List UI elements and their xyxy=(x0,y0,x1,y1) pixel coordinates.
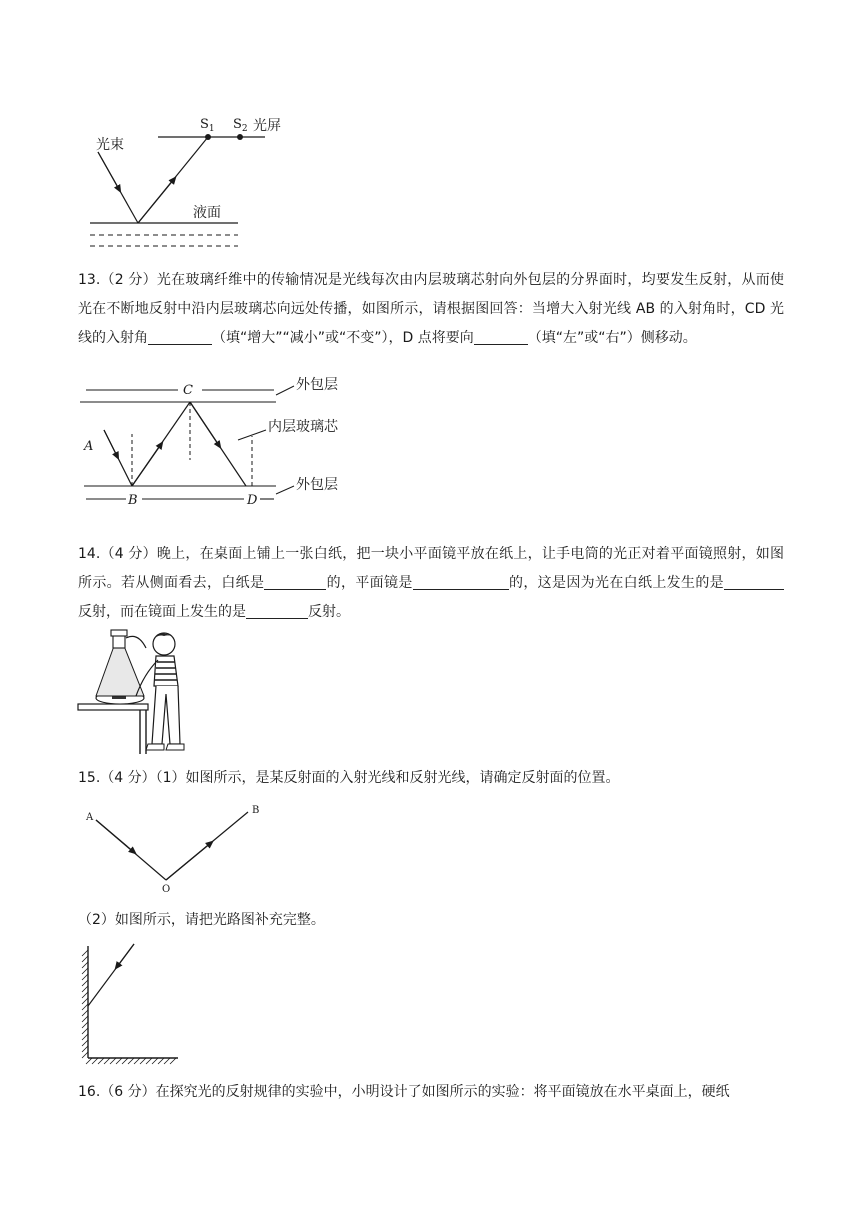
label-s2: S xyxy=(233,117,242,132)
figure-corner-mirror xyxy=(80,942,190,1066)
q13-number: 13. xyxy=(78,272,101,288)
q16-score: （6 分） xyxy=(100,1084,156,1100)
q14-blank-1[interactable] xyxy=(264,573,326,590)
q14-text-c: 的，这是因为光在白纸上发生的是 xyxy=(508,575,725,591)
figure-flashlight-mirror xyxy=(78,624,188,756)
q15-part2-text: （2）如图所示，请把光路图补充完整。 xyxy=(78,912,325,928)
label-screen: 光屏 xyxy=(253,118,281,134)
question-13 xyxy=(78,266,784,353)
svg-text:S2 xyxy=(233,117,248,134)
label-liquid: 液面 xyxy=(193,205,221,221)
q14-text-e: 反射。 xyxy=(308,604,350,620)
q16-number: 16. xyxy=(78,1084,101,1100)
q14-number: 14. xyxy=(78,546,101,562)
figure-liquid-level xyxy=(80,112,310,252)
label-beam: 光束 xyxy=(96,137,124,153)
label-d: D xyxy=(247,493,258,508)
q13-text-c: （填“左”或“右”）侧移动。 xyxy=(527,330,697,346)
q13-text-b: （填“增大”“减小”或“不变”），D 点将要向 xyxy=(212,330,474,346)
point-s2 xyxy=(237,134,243,140)
q15-part1-text: （1）如图所示，是某反射面的入射光线和反射光线，请确定反射面的位置。 xyxy=(155,770,620,786)
q15-score: （4 分） xyxy=(100,770,156,786)
q14-blank-4[interactable] xyxy=(246,602,308,619)
q14-score: （4 分） xyxy=(100,546,157,562)
q14-text-a: 晚上，在桌面上铺上一张白纸，把一块小平面镜平放在纸上，让手电筒的光正对着平面镜照射，如图所示。若从侧面看去，白纸是 xyxy=(78,546,785,591)
label-s1: S xyxy=(200,117,209,132)
svg-text:S1 xyxy=(200,117,215,134)
q16-text: 在探究光的反射规律的实验中，小明设计了如图所示的实验：将平面镜放在水平桌面上，硬纸 xyxy=(155,1084,730,1100)
figure-optical-fiber xyxy=(80,372,360,512)
label-a: A xyxy=(84,439,94,454)
question-14 xyxy=(78,540,784,627)
q14-text-d: 反射，而在镜面上发生的是 xyxy=(78,604,246,620)
label-a-15: A xyxy=(86,812,94,823)
q14-text-b: 的，平面镜是 xyxy=(326,575,413,591)
q13-text-a: 光在玻璃纤维中的传输情况是光线每次由内层玻璃芯射向外包层的分界面时，均要发生反射，从而使光在不断地反射中沿内层玻璃芯向远处传播，如图所示，请根据图回答：当增大入射光线 AB 的入射角时，CD 光线的入射角 xyxy=(78,272,785,346)
label-s1-sub: 1 xyxy=(208,124,215,134)
label-core: 内层玻璃芯 xyxy=(268,419,338,435)
question-15-part2 xyxy=(78,906,784,935)
question-16 xyxy=(78,1078,784,1107)
label-b: B xyxy=(128,493,138,508)
q15-number: 15. xyxy=(78,770,101,786)
q14-blank-2[interactable] xyxy=(413,573,509,590)
label-c: C xyxy=(183,383,193,398)
figure-reflection-aob xyxy=(80,800,270,896)
q13-blank-1[interactable] xyxy=(148,328,212,345)
q13-blank-2[interactable] xyxy=(474,328,528,345)
label-b-15: B xyxy=(252,805,260,816)
label-o-15: O xyxy=(162,884,171,895)
label-s2-sub: 2 xyxy=(241,124,248,134)
label-outer-top: 外包层 xyxy=(296,377,338,393)
q13-score: （2 分） xyxy=(100,272,157,288)
label-outer-bottom: 外包层 xyxy=(296,477,338,493)
q14-blank-3[interactable] xyxy=(724,573,784,590)
question-15-part1 xyxy=(78,764,784,793)
